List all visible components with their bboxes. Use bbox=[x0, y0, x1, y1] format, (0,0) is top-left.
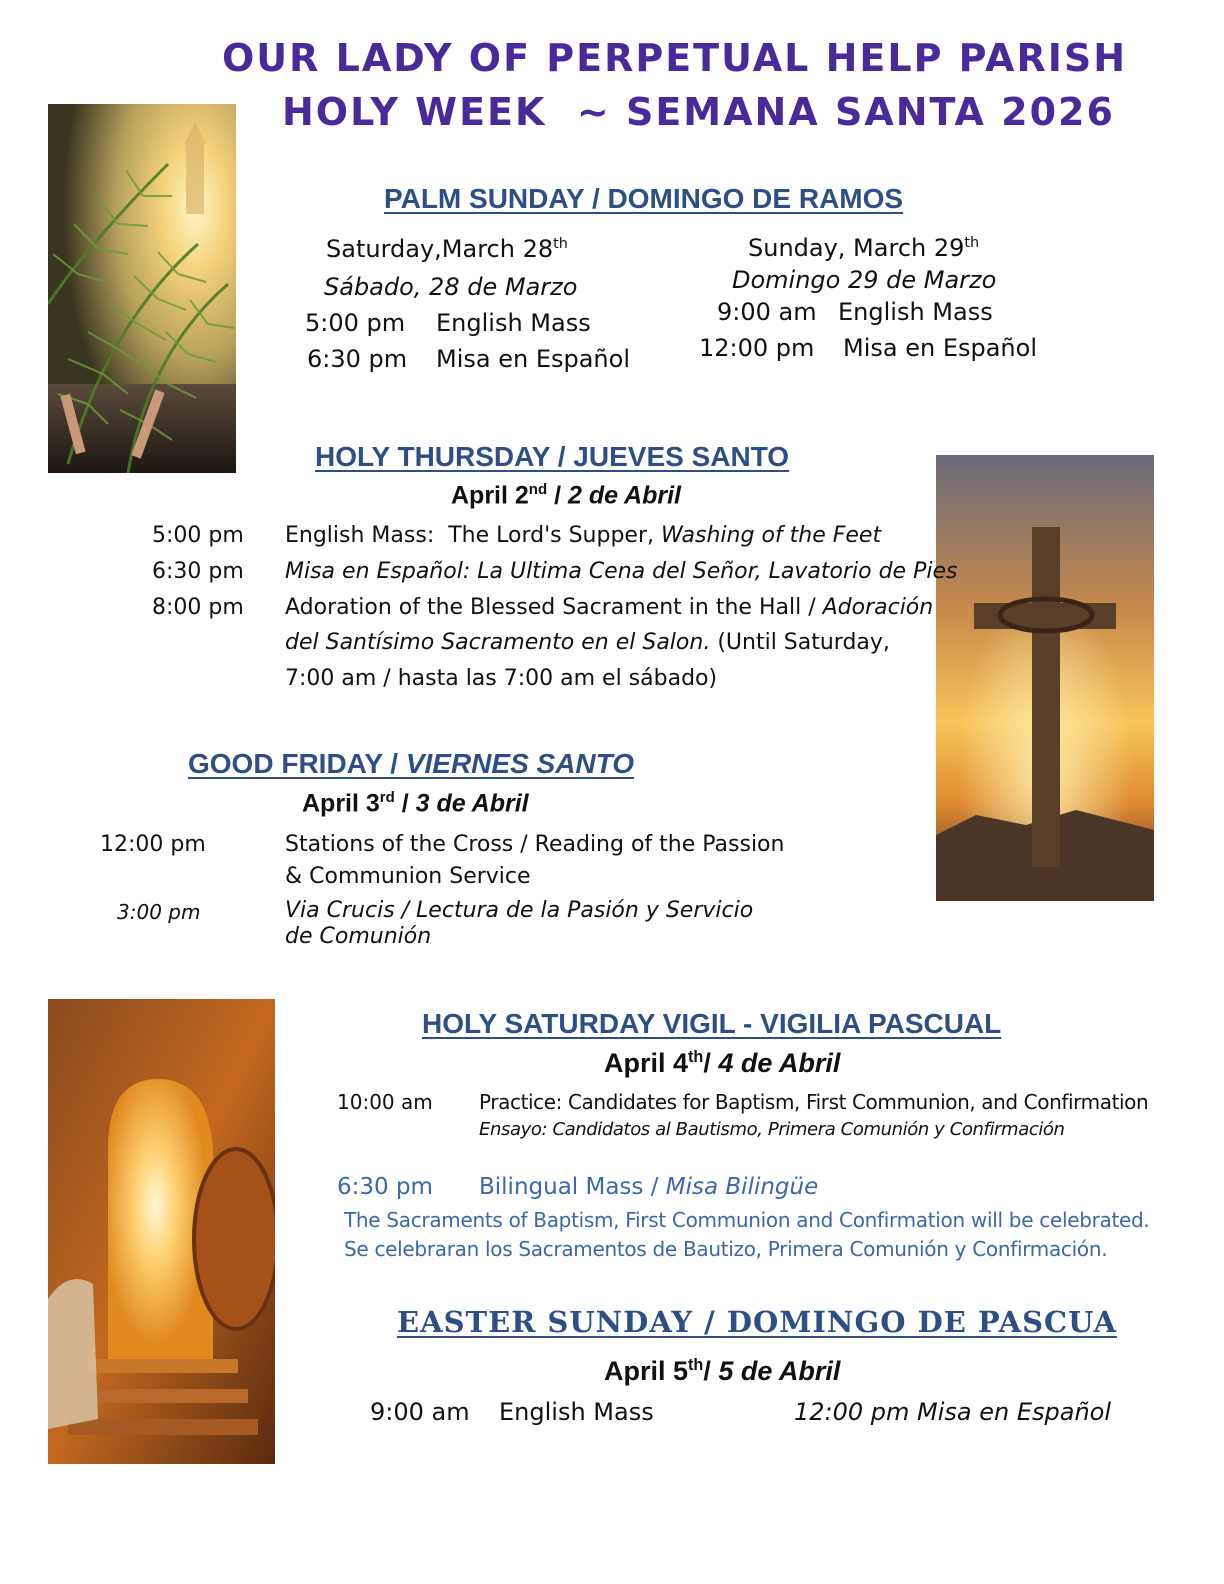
thursday-text-3-cont-2: 7:00 am / hasta las 7:00 am el sábado) bbox=[285, 666, 718, 691]
friday-text-1-line-1: Stations of the Cross / Reading of the Passion bbox=[285, 832, 785, 857]
palm-sat-time-2: 6:30 pm bbox=[307, 345, 408, 373]
holy-saturday-heading: HOLY SATURDAY VIGIL - VIGILIA PASCUAL bbox=[422, 1008, 1002, 1039]
palm-saturday-date-es: Sábado, 28 de Marzo bbox=[324, 273, 578, 301]
holy-saturday-date: April 4th/ 4 de Abril bbox=[604, 1048, 841, 1078]
thursday-text-1: English Mass: The Lord's Supper, Washing of the Feet bbox=[285, 523, 882, 548]
easter-time-1: 9:00 am bbox=[370, 1398, 470, 1426]
palm-sunday-date-es: Domingo 29 de Marzo bbox=[732, 266, 997, 294]
easter-label-2: 12:00 pm Misa en Español bbox=[794, 1398, 1112, 1426]
good-friday-heading: GOOD FRIDAY / VIERNES SANTO bbox=[188, 748, 635, 779]
cross-sunset-photo bbox=[936, 455, 1154, 901]
palm-sun-label-2: Misa en Español bbox=[843, 334, 1037, 362]
easter-sunday-heading: EASTER SUNDAY / DOMINGO DE PASCUA bbox=[397, 1305, 1118, 1339]
thursday-time-1: 5:00 pm bbox=[152, 523, 244, 548]
thursday-time-2: 6:30 pm bbox=[152, 559, 244, 584]
friday-time-1: 12:00 pm bbox=[100, 832, 206, 857]
thursday-text-3: Adoration of the Blessed Sacrament in the Hall / Adoración bbox=[285, 595, 934, 620]
easter-label-1: English Mass bbox=[499, 1398, 654, 1426]
title-line-2: HOLY WEEK ~ SEMANA SANTA 2026 bbox=[282, 90, 1115, 134]
friday-text-1-line-2: & Communion Service bbox=[285, 864, 531, 889]
empty-tomb-photo bbox=[48, 999, 275, 1464]
palm-sunday-heading: PALM SUNDAY / DOMINGO DE RAMOS bbox=[384, 183, 904, 214]
saturday-time-1: 10:00 am bbox=[337, 1090, 433, 1114]
thursday-text-2: Misa en Español: La Ultima Cena del Señor, Lavatorio de Pies bbox=[285, 559, 958, 584]
palm-sat-time-1: 5:00 pm bbox=[305, 309, 406, 337]
palm-sat-label-2: Misa en Español bbox=[436, 345, 630, 373]
palm-sun-label-1: English Mass bbox=[838, 298, 993, 326]
saturday-text-1: Practice: Candidates for Baptism, First Communion, and Confirmation bbox=[479, 1090, 1149, 1114]
friday-text-2-line-2: de Comunión bbox=[285, 924, 432, 949]
saturday-text-1-es: Ensayo: Candidatos al Bautismo, Primera Comunión y Confirmación bbox=[479, 1119, 1065, 1140]
title-line-1: OUR LADY OF PERPETUAL HELP PARISH bbox=[222, 36, 1128, 80]
saturday-note-2: Se celebraran los Sacramentos de Bautizo, Primera Comunión y Confirmación. bbox=[344, 1237, 1108, 1261]
thursday-text-3-cont-1: del Santísimo Sacramento en el Salon. (Until Saturday, bbox=[285, 630, 890, 655]
thursday-time-3: 8:00 pm bbox=[152, 595, 244, 620]
friday-time-2: 3:00 pm bbox=[117, 900, 201, 924]
saturday-note-1: The Sacraments of Baptism, First Communion and Confirmation will be celebrated. bbox=[344, 1208, 1150, 1232]
easter-sunday-date: April 5th/ 5 de Abril bbox=[604, 1356, 841, 1386]
friday-text-2-line-1: Via Crucis / Lectura de la Pasión y Servicio bbox=[285, 898, 754, 923]
holy-thursday-heading: HOLY THURSDAY / JUEVES SANTO bbox=[315, 441, 790, 472]
palm-sat-label-1: English Mass bbox=[436, 309, 591, 337]
palm-sun-time-2: 12:00 pm bbox=[699, 334, 815, 362]
palm-sun-time-1: 9:00 am bbox=[717, 298, 817, 326]
holy-thursday-date: April 2nd / 2 de Abril bbox=[451, 481, 681, 510]
palm-sunday-date-en: Sunday, March 29th bbox=[748, 234, 980, 262]
good-friday-date: April 3rd / 3 de Abril bbox=[302, 789, 529, 818]
palm-saturday-date-en: Saturday,March 28th bbox=[326, 235, 568, 263]
saturday-text-2: Bilingual Mass / Misa Bilingüe bbox=[479, 1174, 819, 1200]
saturday-time-2: 6:30 pm bbox=[337, 1174, 433, 1200]
palm-branches-photo bbox=[48, 104, 236, 473]
